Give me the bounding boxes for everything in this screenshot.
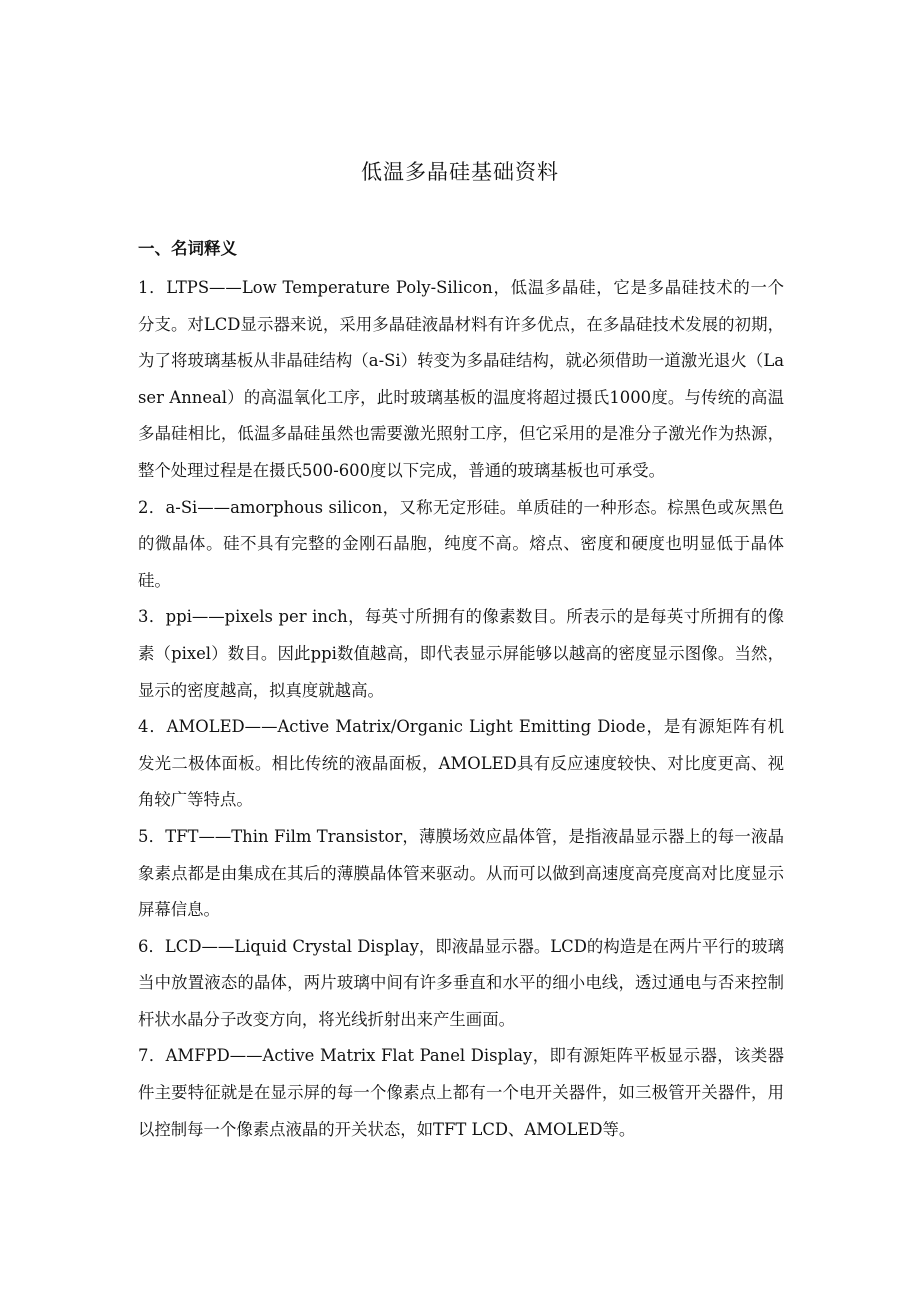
- glossary-entry-a-si: 2．a-Si——amorphous silicon，又称无定形硅。单质硅的一种形态。棕黑色或灰黑色的微晶体。硅不具有完整的金刚石晶胞，纯度不高。熔点、密度和硬度也明显低于晶体硅。: [138, 497, 784, 590]
- glossary-entry-amoled: 4．AMOLED——Active Matrix/Organic Light Emitting Diode，是有源矩阵有机发光二极体面板。相比传统的液晶面板，AMOLED具有反应速度较快、对比度更高、视角较广等特点。: [138, 717, 784, 810]
- glossary-entry-amfpd: 7．AMFPD——Active Matrix Flat Panel Display，即有源矩阵平板显示器，该类器件主要特征就是在显示屏的每一个像素点上都有一个电开关器件，如三极管开关器件，用以控制每一个像素点液晶的开关状态，如TFT LCD、AMOLED等。: [138, 1046, 784, 1139]
- glossary-entry-ltps: 1．LTPS——Low Temperature Poly-Silicon，低温多晶硅，它是多晶硅技术的一个分支。对LCD显示器来说，采用多晶硅液晶材料有许多优点，在多晶硅技术发展的初期，为了将玻璃基板从非晶硅结构（a-Si）转变为多晶硅结构，就必须借助一道激光退火（Laser Anneal）的高温氧化工序，此时玻璃基板的温度将超过摄氏1000度。与传统的高温多晶硅相比，低温多晶硅虽然也需要激光照射工序，但它采用的是准分子激光作为热源，整个处理过程是在摄氏500-600度以下完成，普通的玻璃基板也可承受。: [138, 278, 784, 480]
- document-title: 低温多晶硅基础资料: [361, 160, 559, 184]
- glossary-list: [138, 270, 784, 1148]
- section-heading: 一、名词释义: [138, 239, 237, 258]
- glossary-entry-tft: 5．TFT——Thin Film Transistor，薄膜场效应晶体管，是指液晶显示器上的每一液晶象素点都是由集成在其后的薄膜晶体管来驱动。从而可以做到高速度高亮度高对比度显示屏幕信息。: [138, 826, 784, 920]
- glossary-entry-ppi: 3．ppi——pixels per inch，每英寸所拥有的像素数目。所表示的是每英寸所拥有的像素（pixel）数目。因此ppi数值越高，即代表显示屏能够以越高的密度显示图像。当然，显示的密度越高，拟真度就越高。: [138, 607, 784, 700]
- glossary-entry-lcd: 6．LCD——Liquid Crystal Display，即液晶显示器。LCD的构造是在两片平行的玻璃当中放置液态的晶体，两片玻璃中间有许多垂直和水平的细小电线，透过通电与否来控制杆状水晶分子改变方向，将光线折射出来产生画面。: [138, 936, 784, 1029]
